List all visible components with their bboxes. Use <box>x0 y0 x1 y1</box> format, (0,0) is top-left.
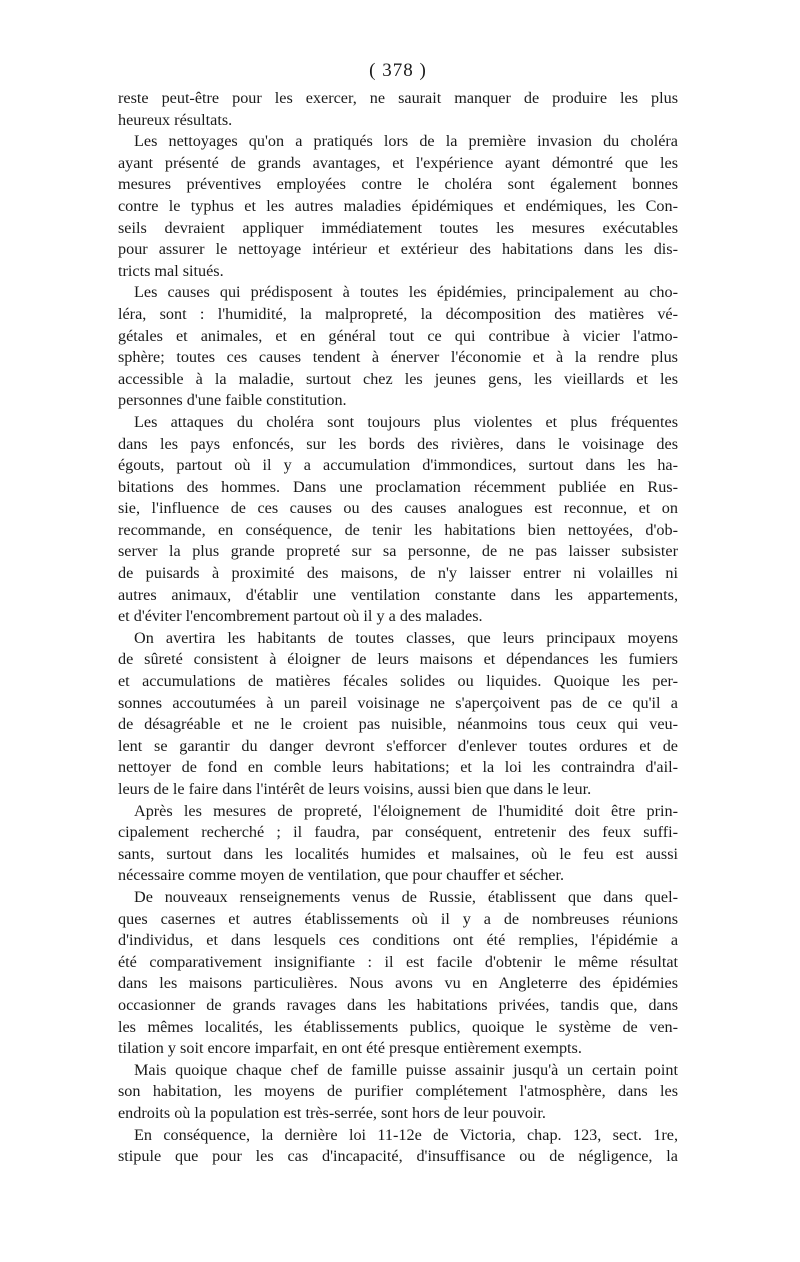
text-line: endroits où la population est très-serrée, sont hors de leur pouvoir. <box>118 1103 546 1122</box>
text-line: sie, l'influence de ces causes ou des causes analogues est reconnue, et on <box>118 499 678 518</box>
text-line: dans les maisons particulières. Nous avons vu en Angleterre des épidémies <box>118 974 678 993</box>
text-line: occasionner de grands ravages dans les habitations privées, tandis que, dans <box>118 995 678 1014</box>
text-line: ayant présenté de grands avantages, et l'expérience ayant démontré que les <box>118 153 678 172</box>
text-line: tricts mal situés. <box>118 261 224 280</box>
paragraph <box>118 1060 678 1125</box>
text-line: ques casernes et autres établissements où il y a de nombreuses réunions <box>118 909 678 928</box>
text-line: égouts, partout où il y a accumulation d'immondices, surtout dans les ha- <box>118 456 678 475</box>
text-line: d'individus, et dans lesquels ces conditions ont été remplies, l'épidémie a <box>118 931 678 950</box>
text-line: leurs de le faire dans l'intérêt de leurs voisins, aussi bien que dans le leur. <box>118 780 592 798</box>
text-line: On avertira les habitants de toutes classes, que leurs principaux moyens <box>134 628 678 647</box>
text-line: dans les pays enfoncés, sur les bords des rivières, dans le voisinage des <box>118 434 678 453</box>
text-line: autres animaux, d'établir une ventilation constante dans les appartements, <box>118 585 678 604</box>
text-line: Les causes qui prédisposent à toutes les épidémies, principalement au cho- <box>134 283 678 302</box>
text-line: gétales et animales, et en général tout ce qui contribue à vicier l'atmo- <box>118 326 678 345</box>
text-line: tilation y soit encore imparfait, en ont été presque entièrement exempts. <box>118 1039 582 1058</box>
text-line: été comparativement insignifiante : il est facile d'obtenir le même résultat <box>118 952 678 971</box>
document-page <box>118 56 678 1168</box>
paragraph <box>118 1125 678 1168</box>
text-line: De nouveaux renseignements venus de Russie, établissent que dans quel- <box>134 887 678 906</box>
body-text <box>118 88 678 1168</box>
text-line: mesures préventives employées contre le choléra sont également bonnes <box>118 175 678 194</box>
paragraph <box>118 131 678 282</box>
text-line: Les attaques du choléra sont toujours plus violentes et plus fréquentes <box>134 412 678 431</box>
text-line: seils devraient appliquer immédiatement toutes les mesures exécutables <box>118 218 678 237</box>
text-line: Mais quoique chaque chef de famille puisse assainir jusqu'à un certain point <box>134 1060 678 1079</box>
text-line: nettoyer de fond en comble leurs habitations; et la loi les contraindra d'ail- <box>118 758 678 777</box>
text-line: de sûreté consistent à éloigner de leurs maisons et dépendances les fumiers <box>118 650 678 669</box>
text-line: server la plus grande propreté sur sa personne, de ne pas laisser subsister <box>118 542 678 561</box>
text-line: sants, surtout dans les localités humides et malsaines, où le feu est aussi <box>118 844 678 863</box>
text-line: son habitation, les moyens de purifier complétement l'atmosphère, dans les <box>118 1082 678 1101</box>
text-line: En conséquence, la dernière loi 11-12e de Victoria, chap. 123, sect. 1re, <box>134 1125 678 1144</box>
text-line: de puisards à proximité des maisons, de n'y laisser entrer ni volailles ni <box>118 564 678 583</box>
text-line: lent se garantir du danger devront s'efforcer d'enlever toutes ordures et de <box>118 736 678 755</box>
text-line: les mêmes localités, les établissements publics, quoique le système de ven- <box>118 1017 678 1036</box>
paragraph <box>118 801 678 887</box>
text-line: et d'éviter l'encombrement partout où il y a des malades. <box>118 607 483 626</box>
text-line: et accumulations de matières fécales solides ou liquides. Quoique les per- <box>118 672 678 691</box>
paragraph <box>118 412 678 628</box>
text-line: cipalement recherché ; il faudra, par conséquent, entretenir des feux suffi- <box>118 823 678 842</box>
text-line: stipule que pour les cas d'incapacité, d'insuffisance ou de négligence, la <box>118 1147 678 1166</box>
paragraph <box>118 282 678 412</box>
text-line: recommande, en conséquence, de tenir les habitations bien nettoyées, d'ob- <box>118 520 678 539</box>
text-line: nécessaire comme moyen de ventilation, que pour chauffer et sécher. <box>118 866 565 885</box>
text-line: contre le typhus et les autres maladies épidémiques et endémiques, les Con- <box>118 196 678 215</box>
text-line: accessible à la maladie, surtout chez les jeunes gens, les vieillards et les <box>118 369 678 388</box>
text-line: sphère; toutes ces causes tendent à énerver l'économie et à la rendre plus <box>118 348 678 367</box>
text-line: Les nettoyages qu'on a pratiqués lors de la première invasion du choléra <box>134 132 678 151</box>
text-line: heureux résultats. <box>118 110 233 129</box>
text-line: bitations des hommes. Dans une proclamation récemment publiée en Rus- <box>118 477 678 496</box>
page-number: ( 378 ) <box>369 60 427 81</box>
paragraph <box>118 88 678 131</box>
text-line: Après les mesures de propreté, l'éloignement de l'humidité doit être prin- <box>134 801 678 820</box>
text-line: personnes d'une faible constitution. <box>118 391 347 410</box>
text-line: reste peut-être pour les exercer, ne saurait manquer de produire les plus <box>118 89 678 107</box>
text-line: pour assurer le nettoyage intérieur et extérieur des habitations dans les dis- <box>118 240 678 259</box>
text-line: léra, sont : l'humidité, la malpropreté, la décomposition des matières vé- <box>118 304 678 323</box>
paragraph <box>118 628 678 801</box>
text-line: sonnes accoutumées à un pareil voisinage ne s'aperçoivent pas de ce qu'il a <box>118 693 678 712</box>
paragraph <box>118 887 678 1060</box>
text-line: de désagréable et ne le croient pas nuisible, néanmoins tous ceux qui veu- <box>118 715 678 734</box>
